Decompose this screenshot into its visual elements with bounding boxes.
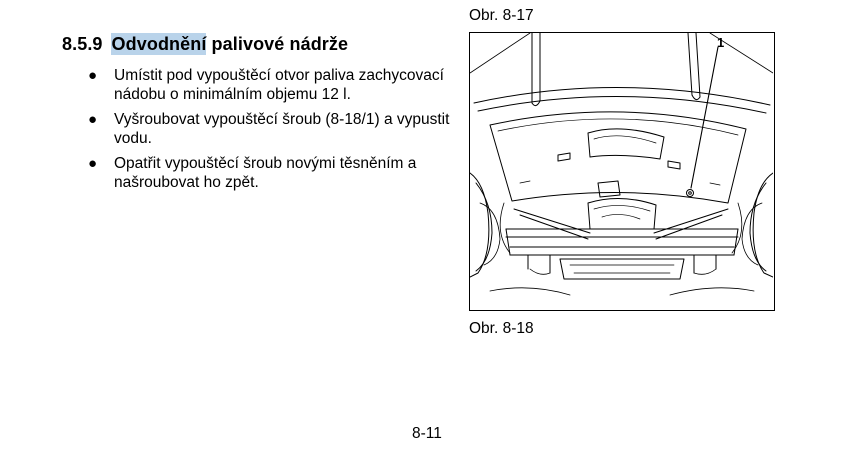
figure-frame (469, 32, 775, 311)
list-item (88, 110, 468, 148)
bullet-icon: ● (88, 67, 98, 84)
section-title-highlight: Odvodnění (111, 34, 207, 54)
list-item (88, 66, 468, 104)
steps-list (88, 66, 468, 198)
figure-label-bottom: Obr. 8-18 (469, 320, 534, 337)
page-number: 8-11 (412, 425, 442, 442)
figure-label-top: Obr. 8-17 (469, 7, 534, 24)
section-heading (62, 34, 348, 55)
list-item (88, 154, 468, 192)
section-number: 8.5.9 (62, 34, 103, 54)
step-text: Opatřit vypouštěcí šroub novými těsněním a našroubovat ho zpět. (114, 155, 417, 191)
callout-label: 1 (717, 35, 725, 50)
step-text: Umístit pod vypouštěcí otvor paliva zachycovací nádobu o minimálním objemu 12 l. (114, 67, 444, 103)
step-text: Vyšroubovat vypouštěcí šroub (8-18/1) a vypustit vodu. (114, 111, 450, 147)
section-title-rest: palivové nádrže (206, 34, 349, 54)
bullet-icon: ● (88, 155, 98, 172)
fuel-tank-illustration (470, 33, 773, 309)
bullet-icon: ● (88, 111, 98, 128)
